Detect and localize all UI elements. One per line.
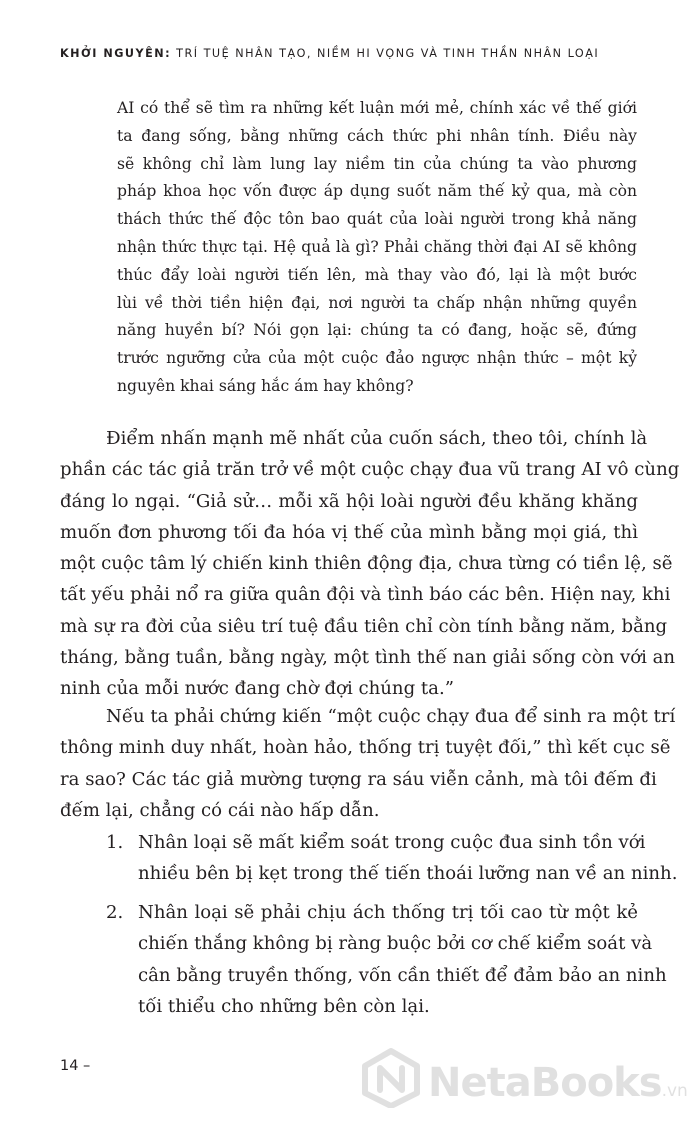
- list-item-text: [138, 897, 667, 1022]
- paragraph-line: ninh của mỗi nước đang chờ đợi chúng ta.”: [60, 678, 454, 700]
- quote-line: thúc đẩy loài người tiến lên, mà thay vào đó, lại là một bước: [117, 265, 637, 284]
- paragraph-line: ra sao? Các tác giả mường tượng ra sáu viễn cảnh, mà tôi đếm đi: [60, 768, 657, 790]
- running-header: [60, 47, 599, 60]
- paragraph-line: Điểm nhấn mạnh mẽ nhất của cuốn sách, theo tôi, chính là: [106, 428, 648, 449]
- watermark-brand: NetaBooks: [428, 1060, 662, 1106]
- running-header-subtitle: TRÍ TUỆ NHÂN TẠO, NIỀM HI VỌNG VÀ TINH THẦN NHÂN LOẠI: [176, 47, 600, 60]
- list-item-line: Nhân loại sẽ phải chịu ách thống trị tối cao từ một kẻ: [138, 902, 638, 923]
- paragraph-line: phần các tác giả trăn trở về một cuộc chạy đua vũ trang AI vô cùng: [60, 459, 680, 481]
- paragraph-line: Nếu ta phải chứng kiến “một cuộc chạy đua để sinh ra một trí: [106, 706, 676, 727]
- watermark-tld: .vn: [661, 1081, 688, 1101]
- running-header-label: KHỞI NGUYÊN:: [60, 47, 172, 60]
- quote-line: nhận thức thực tại. Hệ quả là gì? Phải chăng thời đại AI sẽ không: [117, 237, 637, 256]
- list-item-line: cân bằng truyền thống, vốn cần thiết để đảm bảo an ninh: [138, 964, 667, 986]
- quote-line: pháp khoa học vốn được áp dụng suốt năm thế kỷ qua, mà còn: [117, 182, 637, 201]
- quote-line: năng huyền bí? Nói gọn lại: chúng ta có đang, hoặc sẽ, đứng: [117, 321, 637, 340]
- list-item-text: [138, 827, 678, 890]
- paragraph-line: thông minh duy nhất, hoàn hảo, thống trị tuyệt đối,” thì kết cục sẽ: [60, 737, 671, 759]
- list-item-line: tối thiểu cho những bên còn lại.: [138, 995, 430, 1017]
- quote-line: AI có thể sẽ tìm ra những kết luận mới mẻ, chính xác về thế giới: [117, 99, 637, 117]
- paragraph-line: mà sự ra đời của siêu trí tuệ đầu tiên chỉ còn tính bằng năm, bằng: [60, 615, 668, 637]
- block-quote: [117, 95, 637, 401]
- watermark-text: [428, 1060, 688, 1106]
- netabooks-logo-icon: [360, 1048, 422, 1108]
- paragraph-line: tất yếu phải nổ ra giữa quân đội và tình báo các bên. Hiện nay, khi: [60, 584, 671, 606]
- quote-line: thách thức thế độc tôn bao quát của loài người trong khả năng: [117, 210, 637, 229]
- quote-line: nguyên khai sáng hắc ám hay không?: [117, 376, 414, 395]
- paragraph-line: đếm lại, chẳng có cái nào hấp dẫn.: [60, 799, 380, 821]
- quote-line: trước ngưỡng cửa của một cuộc đảo ngược nhận thức – một kỷ: [117, 349, 637, 368]
- quote-line: ta đang sống, bằng những cách thức phi nhân tính. Điều này: [117, 126, 637, 145]
- watermark: [360, 1048, 690, 1108]
- list-item-line: chiến thắng không bị ràng buộc bởi cơ chế kiểm soát và: [138, 933, 653, 955]
- list-item-number: 1.: [106, 832, 124, 853]
- paragraph-line: muốn đơn phương tối đa hóa vị thế của mình bằng mọi giá, thì: [60, 521, 638, 543]
- body-paragraph-1: [60, 423, 680, 705]
- list-item-line: nhiều bên bị kẹt trong thế tiến thoái lưỡng nan về an ninh.: [138, 863, 678, 885]
- page-number: 14 –: [60, 1058, 91, 1074]
- quote-line: lùi về thời tiền hiện đại, nơi người ta chấp nhận những quyền: [117, 293, 637, 312]
- paragraph-line: một cuộc tâm lý chiến kinh thiên động địa, chưa từng có tiền lệ, sẽ: [60, 553, 673, 575]
- paragraph-line: đáng lo ngại. “Giả sử… mỗi xã hội loài người đều khăng khăng: [60, 490, 638, 512]
- body-paragraph-2: [60, 701, 676, 826]
- paragraph-line: tháng, bằng tuần, bằng ngày, một tình thế nan giải sống còn với an: [60, 647, 676, 669]
- list-item-number: 2.: [106, 902, 124, 923]
- quote-line: sẽ không chỉ làm lung lay niềm tin của chúng ta vào phương: [117, 154, 637, 173]
- list-item-line: Nhân loại sẽ mất kiểm soát trong cuộc đua sinh tồn với: [138, 832, 646, 853]
